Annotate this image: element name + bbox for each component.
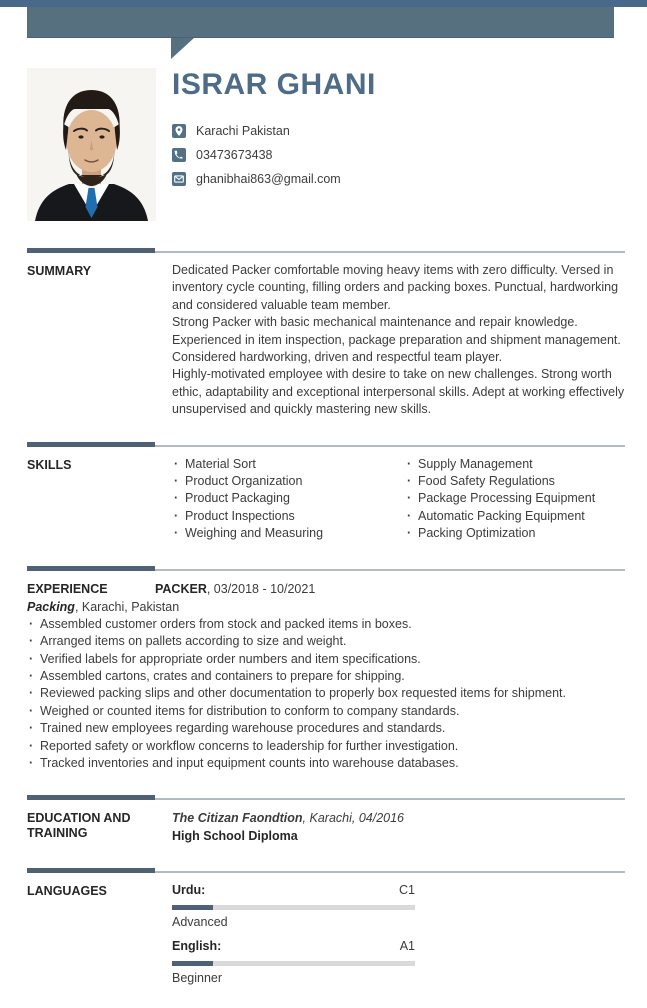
- language-item-english: [172, 938, 415, 986]
- job-company-line: [27, 598, 625, 616]
- location-text: Karachi Pakistan: [196, 124, 290, 138]
- language-proficiency-fill: [172, 961, 213, 966]
- language-name: English:: [172, 939, 222, 954]
- section-skills: [27, 442, 625, 543]
- skill-item: · Product Inspections: [172, 508, 405, 525]
- institution-name: The Citizan Faondtion: [172, 811, 303, 826]
- skills-heading: SKILLS: [27, 457, 72, 472]
- skills-list-left: [172, 456, 405, 543]
- skill-item: · Product Organization: [172, 473, 405, 490]
- section-experience: [27, 566, 625, 773]
- candidate-name: ISRAR GHANI: [172, 68, 376, 101]
- email-icon: [172, 172, 186, 186]
- experience-bullet: · Weighed or counted items for distribution to conform to company standards.: [27, 703, 625, 720]
- experience-bullet: · Trained new employees regarding warehouse procedures and standards.: [27, 720, 625, 737]
- contact-email: [172, 172, 612, 186]
- summary-paragraph: Highly-motivated employee with desire to take on new challenges. Strong worth ethic, adaptability and exceptional interpersonal skills. Adept at working effectively unsupervised and quickly mastering new skills.: [172, 367, 625, 417]
- skill-item: · Product Packaging: [172, 490, 405, 507]
- job-title: PACKER: [155, 581, 207, 596]
- language-level-label: Beginner: [172, 971, 223, 986]
- phone-icon: [172, 148, 186, 162]
- language-item-urdu: [172, 882, 415, 930]
- language-proficiency-bar: [172, 905, 415, 910]
- experience-heading: EXPERIENCE: [27, 581, 108, 596]
- company-location: , Karachi, Pakistan: [74, 599, 180, 614]
- header-banner: [27, 7, 614, 38]
- education-heading: EDUCATION AND TRAINING: [27, 811, 131, 841]
- skill-item: · Food Safety Regulations: [405, 473, 595, 490]
- experience-bullet: · Tracked inventories and input equipment counts into warehouse databases.: [27, 755, 625, 772]
- location-pin-icon: [172, 124, 186, 138]
- language-cefr-level: C1: [399, 883, 415, 898]
- education-institution-line: [172, 809, 625, 827]
- experience-bullet: · Reported safety or workflow concerns to leadership for further investigation.: [27, 738, 625, 755]
- job-dates: , 03/2018 - 10/2021: [206, 581, 316, 596]
- section-divider: [27, 248, 625, 253]
- skill-item: · Package Processing Equipment: [405, 490, 595, 507]
- email-text: ghanibhai863@gmail.com: [196, 172, 341, 186]
- contact-location: [172, 124, 612, 138]
- contact-phone: [172, 148, 612, 162]
- summary-paragraph: Strong Packer with basic mechanical maintenance and repair knowledge. Experienced in item inspection, package preparation and shipment management. Considered hardworking, driven and respectful team player.: [172, 315, 621, 365]
- header-banner-tail: [171, 38, 194, 59]
- profile-photo: [27, 68, 156, 221]
- portrait-illustration: [27, 68, 156, 221]
- section-divider: [27, 795, 625, 800]
- top-accent-bar: [0, 0, 647, 7]
- language-level-label: Advanced: [172, 915, 228, 930]
- section-divider: [27, 868, 625, 873]
- company-name: Packing: [27, 599, 75, 614]
- experience-bullet: · Verified labels for appropriate order numbers and item specifications.: [27, 651, 625, 668]
- job-title-line: [155, 580, 315, 598]
- degree-name: High School Diploma: [172, 829, 298, 844]
- phone-text: 03473673438: [196, 148, 273, 162]
- section-languages: [27, 868, 625, 994]
- experience-bullet: · Reviewed packing slips and other documentation to properly box requested items for shipment.: [27, 685, 625, 702]
- section-divider: [27, 566, 625, 571]
- section-education: [27, 795, 625, 845]
- skills-columns: [172, 456, 625, 543]
- experience-bullet-list: [27, 616, 625, 773]
- section-summary: [27, 248, 625, 419]
- skill-item: · Automatic Packing Equipment: [405, 508, 595, 525]
- language-proficiency-fill: [172, 905, 213, 910]
- language-name: Urdu:: [172, 883, 206, 898]
- skill-item: · Supply Management: [405, 456, 595, 473]
- experience-bullet: · Assembled customer orders from stock and packed items in boxes.: [27, 616, 625, 633]
- skill-item: · Packing Optimization: [405, 525, 595, 542]
- language-cefr-level: A1: [399, 939, 415, 954]
- institution-location-date: , Karachi, 04/2016: [302, 811, 405, 826]
- skills-list-right: [405, 456, 595, 543]
- skill-item: · Weighing and Measuring: [172, 525, 405, 542]
- languages-heading: LANGUAGES: [27, 884, 107, 899]
- section-divider: [27, 442, 625, 447]
- summary-text: [172, 262, 625, 419]
- skill-item: · Material Sort: [172, 456, 405, 473]
- experience-bullet: · Assembled cartons, crates and containers to prepare for shipping.: [27, 668, 625, 685]
- summary-heading: SUMMARY: [27, 264, 92, 278]
- summary-paragraph: Dedicated Packer comfortable moving heavy items with zero difficulty. Versed in inventory cycle counting, filling orders and packing boxes. Punctual, hardworking and considered valuable team member.: [172, 263, 619, 312]
- language-proficiency-bar: [172, 961, 415, 966]
- experience-bullet: · Arranged items on pallets according to size and weight.: [27, 633, 625, 650]
